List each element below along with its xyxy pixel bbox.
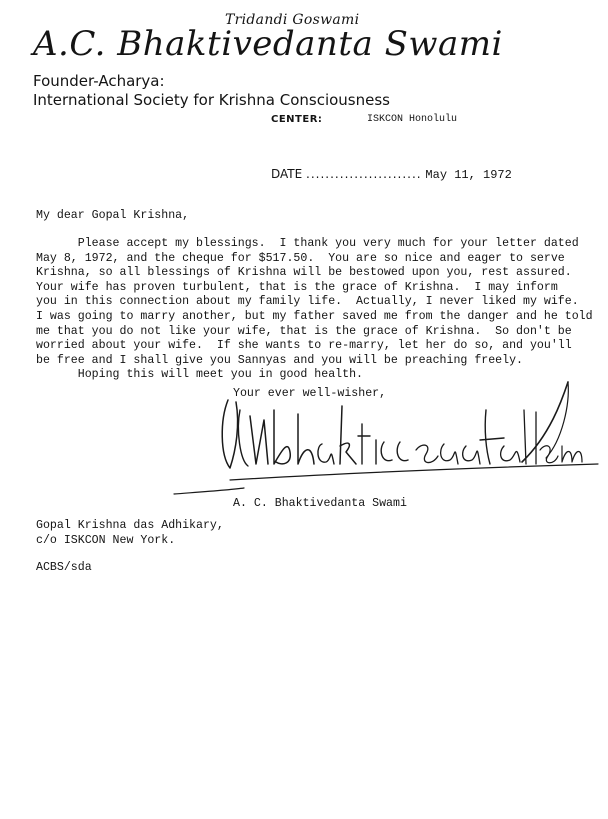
signer-name: A. C. Bhaktivedanta Swami: [233, 497, 407, 510]
date-dots: ........................: [306, 167, 422, 181]
salutation: My dear Gopal Krishna,: [36, 209, 190, 222]
closing: Your ever well-wisher,: [233, 387, 387, 400]
center-label: CENTER:: [271, 114, 323, 125]
letterhead-title-small: Tridandi Goswami: [225, 12, 360, 28]
letter-body: Please accept my blessings. I thank you very much for your letter dated May 8, 1972, and the cheque for $517.50. You are so nice and eager to serve Krishna, so all blessings of Krishna will be bestowed upon you, rest assured. Your wife has proven turbulent, that is the grace of Krishna. I may inform you in this connection about my family life. Actually, I never liked my wife. I was going to marry another, but my father saved me from the danger and he told me that you do not like your wife, that is the grace of Krishna. So don't be worried about your wife. If she wants to re-marry, let her do so, and you'll be free and I shall give you Sannyas and you will be preaching freely. Hoping this will meet you in good health.: [36, 237, 593, 382]
date-row: [271, 167, 512, 182]
date-value: May 11, 1972: [425, 168, 512, 182]
recipient-address: Gopal Krishna das Adhikary, c/o ISKCON New York.: [36, 519, 224, 547]
date-label: DATE: [271, 167, 303, 181]
reference-initials: ACBS/sda: [36, 561, 92, 574]
letterhead-title: A.C. Bhaktivedanta Swami: [33, 24, 503, 64]
letterhead-society: International Society for Krishna Consciousness: [33, 91, 390, 109]
handwritten-signature: [170, 380, 600, 495]
letterhead-founder: Founder-Acharya:: [33, 72, 165, 90]
center-value: ISKCON Honolulu: [367, 114, 458, 125]
